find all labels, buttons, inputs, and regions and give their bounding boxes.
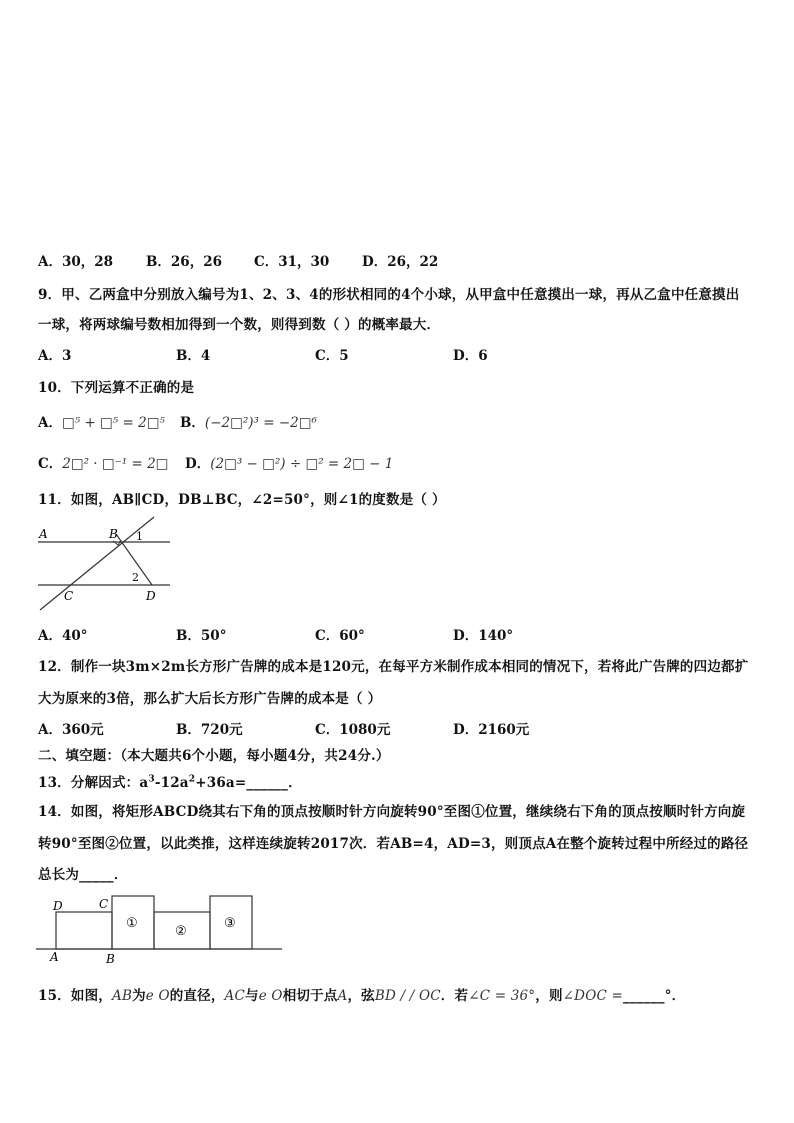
q15-point-a: A: [337, 988, 348, 1004]
q8-option-b: B．26，26: [146, 254, 222, 270]
q9-option-a: A．3: [38, 348, 72, 364]
q12-stem-line1: 12．制作一块3m×2m长方形广告牌的成本是120元，在每平方米制作成本相同的情况下，若将此广告牌的四边都扩: [38, 659, 749, 675]
q10-option-d: [185, 452, 393, 472]
q13-sup1: 3: [148, 774, 155, 785]
q15-angle-doc: ∠DOC =: [562, 988, 624, 1004]
q11-label-d: D: [146, 589, 156, 603]
q13-suffix: +36a=______．: [195, 775, 302, 791]
q11-label-c: C: [64, 589, 74, 603]
q15-stem: [38, 984, 685, 1004]
q10-option-a-expr: □⁵ + □⁵ = 2□⁵: [61, 415, 165, 431]
q15-text-g: ．若: [440, 988, 469, 1004]
q12-option-b: B．720元: [176, 722, 243, 738]
q12-option-a: A．360元: [38, 722, 104, 738]
q15-text-c: 的直径，: [169, 988, 225, 1004]
q13-mid1: -12a: [154, 775, 189, 791]
q10-option-b-label: B．: [180, 415, 205, 431]
q11-figure: [36, 514, 176, 614]
q14-label-a: A: [50, 950, 59, 964]
q15-text-e: 相切于点: [282, 988, 338, 1004]
q9-stem-line1: 9．甲、乙两盒中分别放入编号为1、2、3、4的形状相同的4个小球，从甲盒中任意摸出一球，再从乙盒中任意摸出: [38, 287, 740, 303]
q10-stem: 10．下列运算不正确的是: [38, 380, 195, 396]
q9-option-b: B．4: [176, 348, 211, 364]
q12-stem-line2: 大为原来的3倍，那么扩大后长方形广告牌的成本是（ ）: [38, 691, 382, 707]
q15-text-f: ，弦: [347, 988, 375, 1004]
q15-bd-oc: BD / / OC: [374, 988, 441, 1004]
q11-option-d: D．140°: [453, 628, 514, 644]
q8-option-c: C．31，30: [254, 254, 330, 270]
q10-option-c-label: C．: [38, 456, 63, 472]
q11-option-c: C．60°: [315, 628, 365, 644]
q15-angle-c: ∠C = 36°: [468, 988, 536, 1004]
q9-option-d: D．6: [453, 348, 488, 364]
q10-option-a: [38, 411, 165, 431]
q12-option-d: D．2160元: [453, 722, 530, 738]
q14-rect-abcd: [56, 912, 112, 949]
q14-label-c: C: [99, 897, 109, 911]
q14-label-r2: ②: [175, 924, 187, 939]
q11-option-a: A．40°: [38, 628, 88, 644]
q11-label-b: B: [109, 527, 118, 541]
q13-sup2: 2: [188, 774, 196, 785]
q15-ac: AC: [224, 988, 246, 1004]
q10-option-b-expr: (−2□²)³ = −2□⁶: [204, 415, 317, 431]
q12-option-c: C．1080元: [315, 722, 391, 738]
q10-option-c: [38, 452, 168, 472]
q15-circle2: e O: [258, 988, 283, 1004]
q13-prefix: 13．分解因式：a: [38, 775, 149, 791]
q10-option-a-label: A．: [38, 415, 62, 431]
q15-text-i: ______°．: [623, 988, 686, 1004]
q14-stem-line2: 转90°至图②位置，以此类推，这样连续旋转2017次．若AB=4，AD=3，则顶点A在整个旋转过程中所经过的路径: [38, 836, 749, 852]
q15-ab: AB: [112, 988, 133, 1004]
section2-title: 二、填空题：（本大题共6个小题，每小题4分，共24分.）: [38, 748, 390, 764]
q14-label-d: D: [53, 899, 63, 913]
q11-option-b: B．50°: [176, 628, 227, 644]
q11-label-1: 1: [136, 530, 143, 543]
q13-stem: [38, 771, 302, 791]
q9-stem-line2: 一球，将两球编号数相加得到一个数，则得到数（ ）的概率最大．: [38, 317, 441, 333]
q11-stem: 11．如图，AB∥CD，DB⊥BC，∠2=50°，则∠1的度数是（ ）: [38, 492, 446, 508]
q14-label-r3: ③: [224, 916, 236, 931]
q10-option-c-expr: 2□² · □⁻¹ = 2□: [62, 456, 169, 472]
q8-option-d: D．26，22: [362, 254, 439, 270]
q14-label-b: B: [106, 952, 115, 966]
q15-circle1: e O: [145, 988, 170, 1004]
q10-option-b: [180, 411, 317, 431]
q9-option-c: C．5: [315, 348, 349, 364]
q14-stem-line3: 总长为_____．: [38, 867, 128, 883]
q15-text-a: 15．如图，: [38, 988, 112, 1004]
q14-figure: [36, 890, 286, 968]
q15-text-h: ，则: [535, 988, 563, 1004]
q15-text-b: 为: [132, 988, 146, 1004]
q10-option-d-expr: (2□³ − □²) ÷ □² = 2□ − 1: [210, 456, 394, 472]
q10-option-d-label: D．: [185, 456, 211, 472]
q14-label-r1: ①: [126, 916, 138, 931]
q8-option-a: A．30，28: [38, 254, 114, 270]
q11-label-2: 2: [132, 571, 139, 584]
q15-text-d: 与: [245, 988, 259, 1004]
q11-label-a: A: [39, 527, 48, 541]
q14-stem-line1: 14．如图，将矩形ABCD绕其右下角的顶点按顺时针方向旋转90°至图①位置，继续绕右下角的顶点按顺时针方向旋: [38, 804, 746, 820]
